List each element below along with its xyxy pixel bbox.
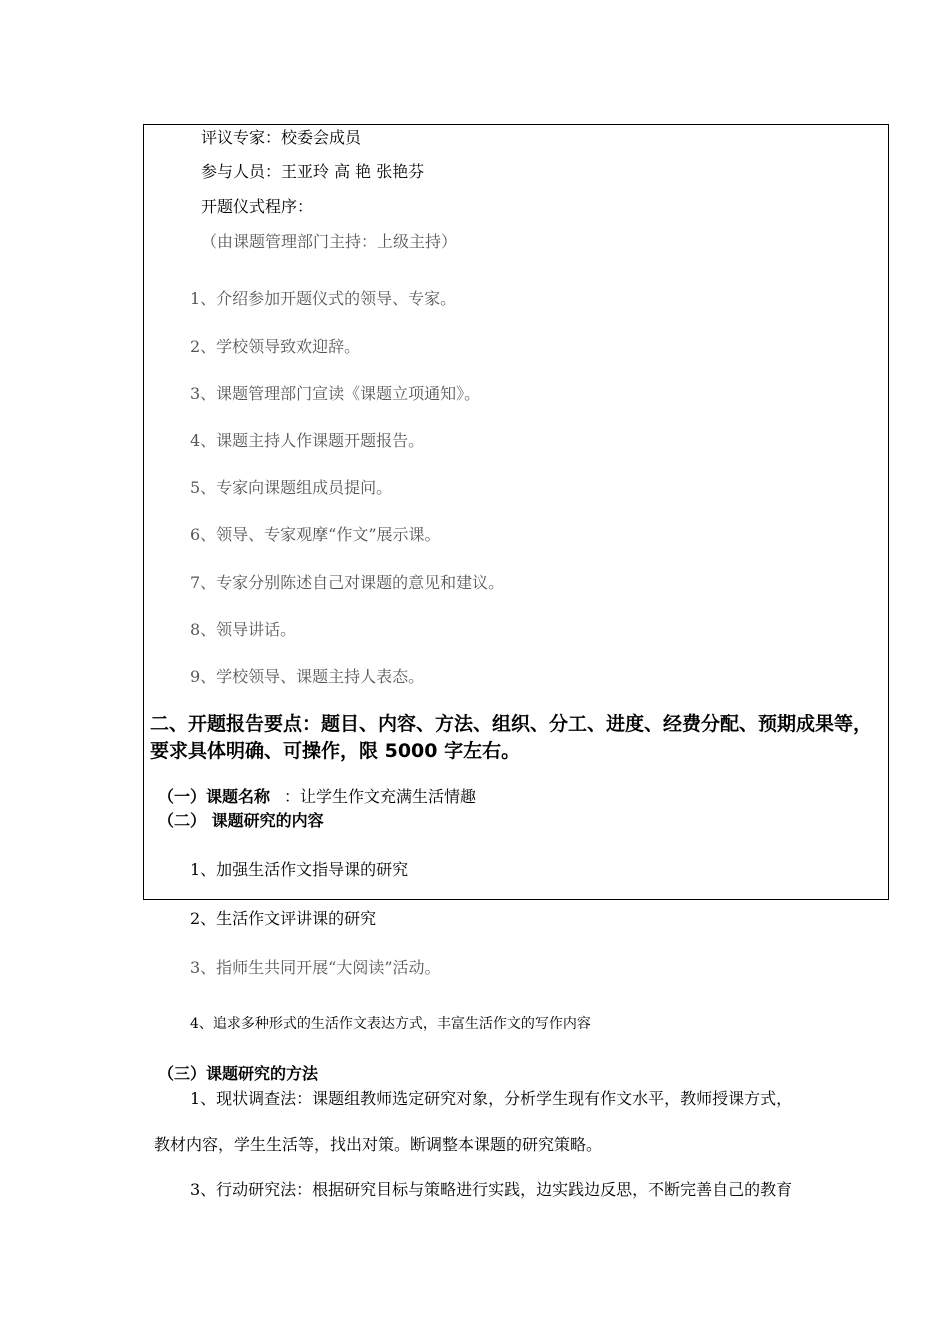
procedure-title: 开题仪式程序：	[201, 197, 314, 216]
topic-line	[158, 787, 476, 807]
topic-value: ：让学生作文充满生活情趣	[284, 787, 477, 806]
host-note: （由课题管理部门主持：上级主持）	[201, 232, 458, 251]
procedure-step-8: 8、领导讲话。	[190, 620, 297, 639]
procedure-step-7: 7、专家分别陈述自己对课题的意见和建议。	[190, 573, 505, 592]
procedure-step-2: 2、学校领导致欢迎辞。	[190, 337, 361, 356]
content-label: （二） 课题研究的内容	[158, 811, 324, 830]
content-item-1: 1、加强生活作文指导课的研究	[190, 860, 409, 879]
method-label: （三）课题研究的方法	[158, 1064, 319, 1083]
procedure-step-6: 6、领导、专家观摩“作文”展示课。	[190, 525, 441, 544]
method-1b: 教材内容，学生生活等，找出对策。断调整本课题的研究策略。	[154, 1135, 603, 1154]
method-1a: 1、现状调查法：课题组教师选定研究对象，分析学生现有作文水平，教师授课方式，	[190, 1089, 793, 1108]
procedure-step-3: 3、课题管理部门宣读《课题立项通知》。	[190, 384, 481, 403]
section-2-heading: 二、开题报告要点：题目、内容、方法、组织、分工、进度、经费分配、预期成果等，要求具体明确、可操作，限 5000 字左右。	[150, 713, 873, 762]
topic-label: （一）课题名称	[158, 787, 271, 806]
procedure-step-4: 4、课题主持人作课题开题报告。	[190, 431, 425, 450]
content-item-3: 3、指师生共同开展“大阅读”活动。	[190, 958, 441, 977]
experts-line: 评议专家：校委会成员	[201, 128, 362, 147]
content-item-2: 2、生活作文评讲课的研究	[190, 909, 377, 928]
procedure-step-1: 1、介绍参加开题仪式的领导、专家。	[190, 289, 457, 308]
procedure-step-9: 9、学校领导、课题主持人表态。	[190, 667, 425, 686]
content-item-4: 4、追求多种形式的生活作文表达方式，丰富生活作文的写作内容	[190, 1016, 591, 1032]
method-3: 3、行动研究法：根据研究目标与策略进行实践，边实践边反思，不断完善自己的教育	[190, 1180, 793, 1199]
procedure-step-5: 5、专家向课题组成员提问。	[190, 478, 393, 497]
participants-line: 参与人员：王亚玲 高 艳 张艳芬	[201, 162, 425, 181]
